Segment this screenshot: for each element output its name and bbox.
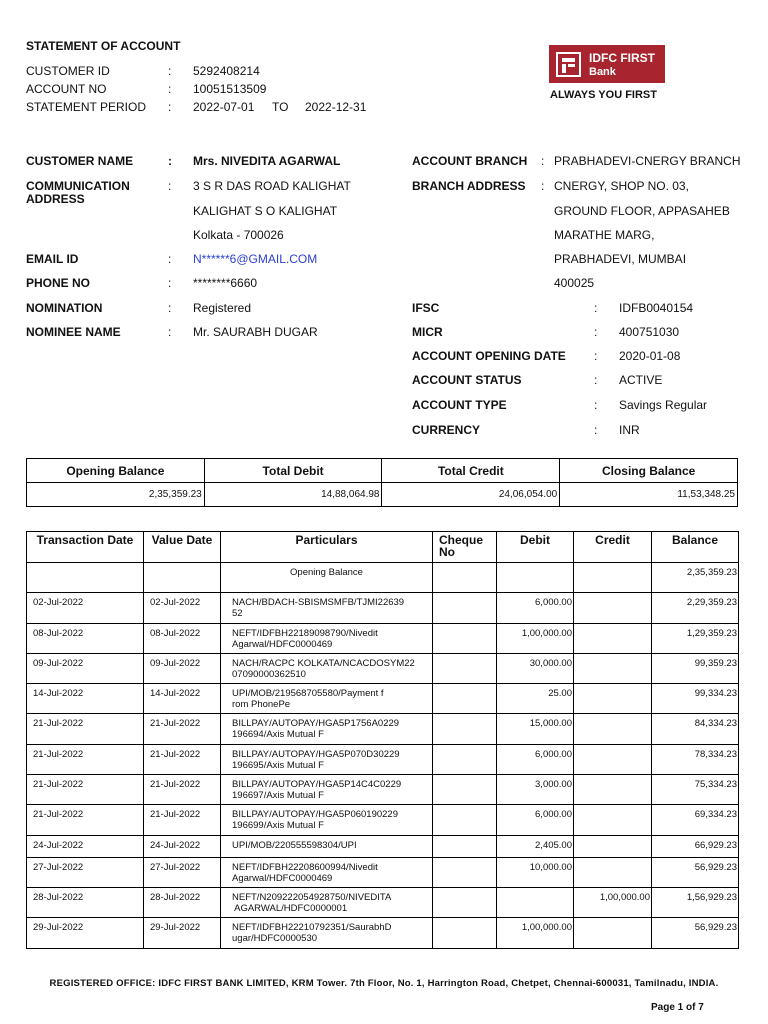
- colon: :: [594, 423, 598, 437]
- balance-cell: 84,334.23: [652, 714, 739, 744]
- summary-opening-value: 2,35,359.23: [27, 483, 205, 507]
- col-header-debit: Debit: [497, 532, 574, 563]
- credit-cell: [574, 857, 652, 887]
- particulars-line-1: BILLPAY/AUTOPAY/HGA5P14C4C0229: [232, 779, 402, 791]
- cheque-no-cell: [433, 593, 497, 623]
- particulars-line-1: NACH/BDACH-SBISMSMFB/TJMI22639: [232, 597, 405, 609]
- particulars-line-1: NEFT/IDFBH22189098790/Nivedit: [232, 627, 378, 639]
- particulars-cell: [221, 775, 433, 805]
- particulars-cell: [221, 835, 433, 857]
- cheque-no-cell: [433, 775, 497, 805]
- colon: :: [168, 154, 172, 168]
- particulars-cell: [221, 805, 433, 835]
- table-row: [27, 653, 739, 683]
- transaction-date-cell: 28-Jul-2022: [27, 887, 144, 917]
- particulars-cell: [221, 623, 433, 653]
- opening-balance-row: [27, 563, 739, 593]
- value-date-cell: 27-Jul-2022: [144, 857, 221, 887]
- particulars-cell: [221, 887, 433, 917]
- colon: :: [168, 301, 172, 315]
- ifsc-value: IDFB0040154: [619, 301, 694, 315]
- branch-address-line-4: PRABHADEVI, MUMBAI: [554, 252, 687, 266]
- debit-cell: 2,405.00: [497, 835, 574, 857]
- balance-cell: 56,929.23: [652, 918, 739, 948]
- table-row: [27, 918, 739, 948]
- branch-address-line-5: 400025: [554, 276, 595, 290]
- account-status-label: ACCOUNT STATUS: [412, 373, 522, 387]
- balance-cell: 56,929.23: [652, 857, 739, 887]
- nominee-value: Mr. SAURABH DUGAR: [193, 325, 318, 339]
- cheque-no-cell: [433, 835, 497, 857]
- col-header-transaction-date: Transaction Date: [27, 532, 144, 563]
- summary-header-debit: Total Debit: [204, 459, 382, 483]
- cheque-no-cell: [433, 887, 497, 917]
- colon: :: [168, 252, 172, 266]
- particulars-line-2: ugar/HDFC0000530: [232, 933, 318, 945]
- address-line-1: 3 S R DAS ROAD KALIGHAT: [193, 179, 351, 193]
- branch-address-line-1: CNERGY, SHOP NO. 03,: [554, 179, 689, 193]
- transaction-date-cell: 02-Jul-2022: [27, 593, 144, 623]
- particulars-line-2: 07090000362510: [232, 668, 306, 680]
- particulars-cell: [221, 918, 433, 948]
- debit-cell: 3,000.00: [497, 775, 574, 805]
- transaction-date-cell: 21-Jul-2022: [27, 775, 144, 805]
- debit-cell: 6,000.00: [497, 805, 574, 835]
- balance-summary-table: [26, 458, 738, 507]
- account-type-label: ACCOUNT TYPE: [412, 398, 507, 412]
- opening-balance-label: Opening Balance: [221, 563, 433, 593]
- credit-cell: 1,00,000.00: [574, 887, 652, 917]
- account-status-value: ACTIVE: [619, 373, 663, 387]
- cheque-no-cell: [433, 653, 497, 683]
- table-row: [27, 857, 739, 887]
- ifsc-label: IFSC: [412, 301, 440, 315]
- particulars-line-1: NEFT/IDFBH22208600994/Nivedit: [232, 861, 378, 873]
- particulars-cell: [221, 857, 433, 887]
- opening-balance-value: 2,35,359.23: [652, 563, 739, 593]
- summary-debit-value: 14,88,064.98: [204, 483, 382, 507]
- transactions-table: [26, 531, 739, 949]
- table-row: [27, 744, 739, 774]
- credit-cell: [574, 835, 652, 857]
- logo-tagline: ALWAYS YOU FIRST: [550, 89, 657, 101]
- cheque-no-cell: [433, 857, 497, 887]
- email-label: EMAIL ID: [26, 252, 79, 266]
- micr-label: MICR: [412, 325, 443, 339]
- colon: :: [168, 179, 172, 193]
- particulars-cell: [221, 744, 433, 774]
- account-type-value: Savings Regular: [619, 398, 708, 412]
- credit-cell: [574, 593, 652, 623]
- logo-mark-icon: [556, 52, 581, 77]
- table-row: [27, 887, 739, 917]
- particulars-cell: [221, 714, 433, 744]
- customer-id-label: CUSTOMER ID: [26, 64, 110, 78]
- period-from: 2022-07-01: [193, 100, 255, 114]
- credit-cell: [574, 653, 652, 683]
- debit-cell: 6,000.00: [497, 593, 574, 623]
- particulars-line-1: NACH/RACPC KOLKATA/NCACDOSYM22: [232, 657, 415, 669]
- value-date-cell: 28-Jul-2022: [144, 887, 221, 917]
- logo-text-line1: IDFC FIRST: [589, 51, 655, 65]
- transaction-date-cell: 29-Jul-2022: [27, 918, 144, 948]
- currency-label: CURRENCY: [412, 423, 481, 437]
- value-date-cell: 02-Jul-2022: [144, 593, 221, 623]
- balance-cell: 99,334.23: [652, 684, 739, 714]
- branch-address-line-2: GROUND FLOOR, APPASAHEB: [554, 204, 730, 218]
- balance-cell: 1,56,929.23: [652, 887, 739, 917]
- colon: :: [168, 325, 172, 339]
- email-link[interactable]: N******6@GMAIL.COM: [193, 252, 318, 266]
- table-row: [27, 623, 739, 653]
- colon: :: [541, 179, 545, 193]
- particulars-cell: [221, 684, 433, 714]
- particulars-line-1: BILLPAY/AUTOPAY/HGA5P1756A0229: [232, 718, 400, 730]
- transaction-date-cell: 21-Jul-2022: [27, 744, 144, 774]
- particulars-line-2: 196699/Axis Mutual F: [232, 820, 324, 832]
- particulars-line-1: UPI/MOB/220555598304/UPI: [232, 839, 357, 851]
- customer-id-value: 5292408214: [193, 64, 260, 78]
- credit-cell: [574, 684, 652, 714]
- statement-period-label: STATEMENT PERIOD: [26, 100, 147, 114]
- value-date-cell: 08-Jul-2022: [144, 623, 221, 653]
- balance-cell: 1,29,359.23: [652, 623, 739, 653]
- particulars-line-1: BILLPAY/AUTOPAY/HGA5P070D30229: [232, 748, 400, 760]
- balance-cell: 69,334.23: [652, 805, 739, 835]
- particulars-line-1: NEFT/IDFBH22210792351/SaurabhD: [232, 922, 392, 934]
- bank-logo: [549, 45, 665, 83]
- opening-date-label: ACCOUNT OPENING DATE: [412, 349, 566, 363]
- col-header-cheque-no: Cheque No: [433, 532, 497, 563]
- transaction-date-cell: 09-Jul-2022: [27, 653, 144, 683]
- cheque-no-cell: [433, 918, 497, 948]
- credit-cell: [574, 714, 652, 744]
- nomination-label: NOMINATION: [26, 301, 103, 315]
- table-row: [27, 805, 739, 835]
- particulars-line-1: UPI/MOB/219568705580/Payment f: [232, 688, 384, 700]
- particulars-line-1: BILLPAY/AUTOPAY/HGA5P060190229: [232, 809, 398, 821]
- value-date-cell: 21-Jul-2022: [144, 744, 221, 774]
- transaction-date-cell: 14-Jul-2022: [27, 684, 144, 714]
- address-line-2: KALIGHAT S O KALIGHAT: [193, 204, 338, 218]
- cheque-no-cell: [433, 623, 497, 653]
- value-date-cell: 21-Jul-2022: [144, 775, 221, 805]
- phone-value: ********6660: [193, 276, 258, 290]
- colon: :: [168, 100, 172, 114]
- summary-header-credit: Total Credit: [382, 459, 560, 483]
- period-to-label: TO: [272, 100, 289, 114]
- colon: :: [168, 64, 172, 78]
- communication-label-1: COMMUNICATION: [26, 179, 130, 193]
- colon: :: [594, 398, 598, 412]
- colon: :: [594, 373, 598, 387]
- transaction-date-cell: 21-Jul-2022: [27, 714, 144, 744]
- particulars-line-2: 52: [232, 608, 243, 620]
- col-header-credit: Credit: [574, 532, 652, 563]
- particulars-cell: [221, 653, 433, 683]
- colon: :: [594, 325, 598, 339]
- branch-address-label: BRANCH ADDRESS: [412, 179, 526, 193]
- summary-credit-value: 24,06,054.00: [382, 483, 560, 507]
- summary-closing-value: 11,53,348.25: [560, 483, 738, 507]
- balance-cell: 2,29,359.23: [652, 593, 739, 623]
- debit-cell: 1,00,000.00: [497, 918, 574, 948]
- transaction-date-cell: 21-Jul-2022: [27, 805, 144, 835]
- particulars-line-2: rom PhonePe: [232, 699, 291, 711]
- transaction-date-cell: 08-Jul-2022: [27, 623, 144, 653]
- value-date-cell: 14-Jul-2022: [144, 684, 221, 714]
- particulars-line-1: NEFT/N209222054928750/NIVEDITA: [232, 891, 392, 903]
- page-number: Page 1 of 7: [651, 1002, 704, 1013]
- table-row: [27, 775, 739, 805]
- credit-cell: [574, 623, 652, 653]
- table-row: [27, 835, 739, 857]
- balance-cell: 75,334.23: [652, 775, 739, 805]
- account-no-value: 10051513509: [193, 82, 267, 96]
- phone-label: PHONE NO: [26, 276, 91, 290]
- customer-name-value: Mrs. NIVEDITA AGARWAL: [193, 154, 341, 168]
- particulars-line-2: 196694/Axis Mutual F: [232, 729, 324, 741]
- balance-cell: 99,359.23: [652, 653, 739, 683]
- period-to: 2022-12-31: [305, 100, 367, 114]
- account-no-label: ACCOUNT NO: [26, 82, 107, 96]
- debit-cell: 1,00,000.00: [497, 623, 574, 653]
- nomination-value: Registered: [193, 301, 252, 315]
- credit-cell: [574, 918, 652, 948]
- colon: :: [594, 349, 598, 363]
- debit-cell: 15,000.00: [497, 714, 574, 744]
- nominee-label: NOMINEE NAME: [26, 325, 121, 339]
- opening-date-value: 2020-01-08: [619, 349, 681, 363]
- summary-header-opening: Opening Balance: [27, 459, 205, 483]
- customer-name-label: CUSTOMER NAME: [26, 154, 134, 168]
- particulars-cell: [221, 593, 433, 623]
- debit-cell: 25.00: [497, 684, 574, 714]
- debit-cell: 10,000.00: [497, 857, 574, 887]
- value-date-cell: 29-Jul-2022: [144, 918, 221, 948]
- colon: :: [594, 301, 598, 315]
- transaction-date-cell: 24-Jul-2022: [27, 835, 144, 857]
- table-row: [27, 684, 739, 714]
- col-header-balance: Balance: [652, 532, 739, 563]
- transaction-date-cell: 27-Jul-2022: [27, 857, 144, 887]
- account-branch-value: PRABHADEVI-CNERGY BRANCH: [554, 154, 741, 168]
- credit-cell: [574, 744, 652, 774]
- debit-cell: 6,000.00: [497, 744, 574, 774]
- summary-header-closing: Closing Balance: [560, 459, 738, 483]
- particulars-line-2: AGARWAL/HDFC0000001: [232, 902, 348, 914]
- credit-cell: [574, 805, 652, 835]
- logo-text-line2: Bank: [589, 66, 616, 78]
- particulars-line-2: 196697/Axis Mutual F: [232, 790, 324, 802]
- particulars-line-2: 196695/Axis Mutual F: [232, 759, 324, 771]
- document-title: STATEMENT OF ACCOUNT: [26, 39, 181, 53]
- registered-office-footer: REGISTERED OFFICE: IDFC FIRST BANK LIMITED, KRM Tower. 7th Floor, No. 1, Harrington Road, Chetpet, Chennai-600031, Tamilnadu, INDIA.: [49, 978, 719, 989]
- value-date-cell: 24-Jul-2022: [144, 835, 221, 857]
- cheque-no-cell: [433, 684, 497, 714]
- particulars-line-2: Agarwal/HDFC0000469: [232, 638, 333, 650]
- credit-cell: [574, 775, 652, 805]
- value-date-cell: 09-Jul-2022: [144, 653, 221, 683]
- branch-address-line-3: MARATHE MARG,: [554, 228, 655, 242]
- debit-cell: [497, 887, 574, 917]
- currency-value: INR: [619, 423, 640, 437]
- balance-cell: 66,929.23: [652, 835, 739, 857]
- cheque-no-cell: [433, 805, 497, 835]
- address-line-3: Kolkata - 700026: [193, 228, 284, 242]
- communication-label-2: ADDRESS: [26, 192, 85, 206]
- debit-cell: 30,000.00: [497, 653, 574, 683]
- cheque-no-cell: [433, 714, 497, 744]
- balance-cell: 78,334.23: [652, 744, 739, 774]
- col-header-value-date: Value Date: [144, 532, 221, 563]
- table-row: [27, 714, 739, 744]
- colon: :: [168, 82, 172, 96]
- table-row: [27, 593, 739, 623]
- col-header-particulars: Particulars: [221, 532, 433, 563]
- value-date-cell: 21-Jul-2022: [144, 714, 221, 744]
- value-date-cell: 21-Jul-2022: [144, 805, 221, 835]
- particulars-line-2: Agarwal/HDFC0000469: [232, 872, 333, 884]
- micr-value: 400751030: [619, 325, 680, 339]
- colon: :: [168, 276, 172, 290]
- colon: :: [541, 154, 545, 168]
- account-branch-label: ACCOUNT BRANCH: [412, 154, 528, 168]
- cheque-no-cell: [433, 744, 497, 774]
